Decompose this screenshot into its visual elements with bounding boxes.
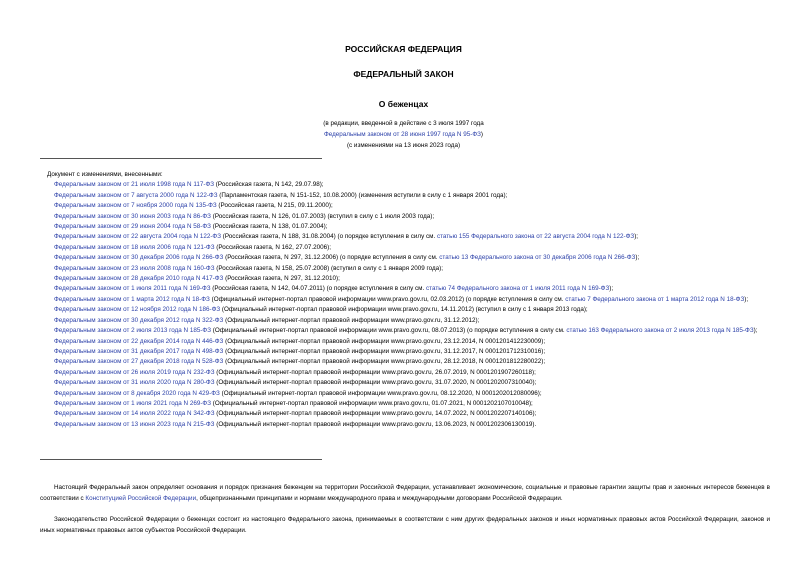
paragraph-1-text-b: , общепризнанными принципами и нормами международного права и международными договорами Российской Федерации. [196, 494, 563, 502]
change-item-tail: ); [744, 295, 749, 303]
amending-law-link[interactable]: Федеральным законом от 29 июня 2004 года N 58-ФЗ [54, 223, 211, 231]
change-item-text: (Официальный интернет-портал правовой информации www.pravo.gov.ru, 31.12.2017, N 0001201712310016); [223, 347, 546, 355]
amending-law-link[interactable]: Федеральным законом от 8 декабря 2020 года N 429-ФЗ [54, 389, 220, 397]
change-item-text: (Официальный интернет-портал правовой информации www.pravo.gov.ru, 13.06.2023, N 0001202306130019). [214, 420, 537, 428]
amending-law-link[interactable]: Федеральным законом от 31 декабря 2017 года N 498-ФЗ [54, 347, 224, 355]
change-item-text: (Официальный интернет-портал правовой информации www.pravo.gov.ru, 28.12.2018, N 0001201812280022); [223, 358, 546, 366]
change-item-tail: ); [753, 327, 758, 335]
change-item-text: (Российская газета, N 297, 31.12.2010); [223, 275, 340, 283]
edition-close-paren: ) [480, 131, 484, 138]
change-item-tail: ); [635, 254, 640, 262]
edition-note [0, 118, 807, 151]
bottom-divider [40, 459, 322, 460]
change-item [40, 284, 770, 294]
amending-law-link[interactable]: Федеральным законом от 26 июля 2019 года N 232-ФЗ [54, 368, 215, 376]
paragraph-1 [40, 483, 770, 505]
amending-law-link[interactable]: Федеральным законом от 1 июля 2021 года N 269-ФЗ [54, 399, 212, 407]
entry-into-force-article-link[interactable]: статью 13 Федерального закона от 30 декабря 2006 года N 266-ФЗ [439, 254, 636, 262]
amending-law-link[interactable]: Федеральным законом от 23 июля 2008 года N 160-ФЗ [54, 264, 215, 272]
change-item-text: (Официальный интернет-портал правовой информации www.pravo.gov.ru, 14.07.2022, N 0001202207140106); [214, 410, 537, 418]
amending-law-link[interactable]: Федеральным законом от 7 августа 2000 года N 122-ФЗ [54, 191, 218, 199]
amending-law-link[interactable]: Федеральным законом от 14 июля 2022 года N 342-ФЗ [54, 410, 215, 418]
change-item [40, 212, 770, 222]
change-item [40, 191, 770, 201]
changes-items [40, 180, 770, 430]
amending-law-link[interactable]: Федеральным законом от 1 июля 2011 года N 169-ФЗ [54, 285, 211, 293]
doc-type-heading: ФЕДЕРАЛЬНЫЙ ЗАКОН [353, 69, 454, 79]
change-item [40, 295, 770, 305]
amending-law-link[interactable]: Федеральным законом от 13 июня 2023 года N 215-ФЗ [54, 420, 215, 428]
change-item [40, 305, 770, 315]
change-item [40, 222, 770, 232]
amending-law-link[interactable]: Федеральным законом от 31 июля 2020 года N 280-ФЗ [54, 379, 215, 387]
changes-heading: Документ с изменениями, внесенными: [47, 171, 163, 178]
change-item-text: (Российская газета, N 142, 04.07.2011) (о порядке вступления в силу см. [210, 285, 427, 293]
entry-into-force-article-link[interactable]: статью 7 Федерального закона от 1 марта 2012 года N 18-ФЗ [565, 295, 745, 303]
amending-law-link[interactable]: Федеральным законом от 22 декабря 2014 года N 446-ФЗ [54, 337, 224, 345]
amending-law-link[interactable]: Федеральным законом от 7 ноября 2000 года N 135-ФЗ [54, 202, 217, 210]
change-item-text: (Официальный интернет-портал правовой информации www.pravo.gov.ru, 31.07.2020, N 0001202007310040); [214, 379, 537, 387]
change-item-text: (Официальный интернет-портал правовой информации www.pravo.gov.ru, 08.12.2020, N 0001202012080096); [219, 389, 542, 397]
change-item [40, 232, 770, 242]
edition-law-link[interactable]: Федеральным законом от 28 июня 1997 года N 95-ФЗ [323, 131, 481, 138]
amending-law-link[interactable]: Федеральным законом от 30 июня 2003 года N 86-ФЗ [54, 212, 211, 220]
amending-law-link[interactable]: Федеральным законом от 1 марта 2012 года N 18-ФЗ [54, 295, 210, 303]
amending-law-link[interactable]: Федеральным законом от 2 июля 2013 года N 185-ФЗ [54, 327, 212, 335]
change-item-text: (Российская газета, N 162, 27.07.2006); [214, 243, 332, 251]
change-item-text: (Парламентская газета, N 151-152, 10.08.2000) (изменения вступили в силу с 1 января 2001 года); [217, 191, 508, 199]
change-item [40, 201, 770, 211]
amending-law-link[interactable]: Федеральным законом от 30 декабря 2012 года N 322-ФЗ [54, 316, 224, 324]
country-heading: РОССИЙСКАЯ ФЕДЕРАЦИЯ [345, 44, 462, 54]
change-item-text: (Российская газета, N 142, 29.07.98); [214, 181, 324, 189]
change-item [40, 420, 770, 430]
change-item-text: (Российская газета, N 126, 01.07.2003) (вступил в силу с 1 июля 2003 года); [210, 212, 435, 220]
entry-into-force-article-link[interactable]: статью 163 Федерального закона от 2 июля 2013 года N 185-ФЗ [566, 327, 754, 335]
change-item-text: (Официальный интернет-портал правовой информации www.pravo.gov.ru, 08.07.2013) (о порядке вступления в силу см. [211, 327, 567, 335]
change-item-text: (Российская газета, N 188, 31.08.2004) (о порядке вступления в силу см. [221, 233, 437, 241]
change-item [40, 409, 770, 419]
change-item [40, 316, 770, 326]
change-item [40, 274, 770, 284]
amending-law-link[interactable]: Федеральным законом от 28 декабря 2010 года N 417-ФЗ [54, 275, 224, 283]
change-item-text: (Российская газета, N 297, 31.12.2006) (о порядке вступления в силу см. [223, 254, 440, 262]
top-divider [40, 158, 322, 159]
change-item-tail: ); [609, 285, 614, 293]
constitution-link[interactable]: Конституцией Российской Федерации [85, 494, 197, 502]
entry-into-force-article-link[interactable]: статью 155 Федерального закона от 22 августа 2004 года N 122-ФЗ [436, 233, 635, 241]
change-item-text: (Официальный интернет-портал правовой информации www.pravo.gov.ru, 02.03.2012) (о порядке вступления в силу см. [209, 295, 566, 303]
change-item [40, 326, 770, 336]
amending-law-link[interactable]: Федеральным законом от 18 июля 2006 года N 121-ФЗ [54, 243, 215, 251]
change-item [40, 378, 770, 388]
law-title: О беженцах [378, 99, 429, 109]
change-item [40, 368, 770, 378]
amending-law-link[interactable]: Федеральным законом от 30 декабря 2006 года N 266-ФЗ [54, 254, 224, 262]
change-item-tail: ); [634, 233, 639, 241]
edition-line-3: (с изменениями на 13 июня 2023 года) [346, 142, 461, 149]
changes-list [40, 170, 770, 430]
change-item [40, 357, 770, 367]
paragraph-1-text-a: Настоящий Федеральный закон определяет основания и порядок признания беженцем на территории Российской Федерации, устанавливает экономические, социальные и правовые гарантии защиты прав и законных интересов беженцев в соответствии с [40, 484, 770, 502]
entry-into-force-article-link[interactable]: статью 74 Федерального закона от 1 июля 2011 года N 169-ФЗ [426, 285, 610, 293]
change-item-text: (Российская газета, N 138, 01.07.2004); [210, 223, 328, 231]
change-item [40, 399, 770, 409]
change-item [40, 243, 770, 253]
change-item [40, 389, 770, 399]
change-item-text: (Официальный интернет-портал правовой информации www.pravo.gov.ru, 14.11.2012) (вступил в силу с 1 января 2013 года); [220, 306, 588, 314]
change-item [40, 347, 770, 357]
edition-line-1: (в редакции, введенной в действие с 3 июля 1997 года [323, 120, 484, 127]
amending-law-link[interactable]: Федеральным законом от 21 июля 1998 года N 117-ФЗ [54, 181, 215, 189]
change-item-text: (Официальный интернет-портал правовой информации www.pravo.gov.ru, 23.12.2014, N 0001201412230009); [223, 337, 546, 345]
amending-law-link[interactable]: Федеральным законом от 27 декабря 2018 года N 528-ФЗ [54, 358, 224, 366]
change-item [40, 180, 770, 190]
paragraph-2: Законодательство Российской Федерации о беженцах состоит из настоящего Федерального закона, принимаемых в соответствии с ним других федеральных законов и иных нормативных правовых актов Российской Федерации, законов и иных нормативных правовых актов субъектов Российской Федерации. [40, 516, 770, 534]
change-item-text: (Официальный интернет-портал правовой информации www.pravo.gov.ru, 31.12.2012); [223, 316, 480, 324]
change-item [40, 264, 770, 274]
amending-law-link[interactable]: Федеральным законом от 22 августа 2004 года N 122-ФЗ [54, 233, 222, 241]
change-item-text: (Официальный интернет-портал правовой информации www.pravo.gov.ru, 26.07.2019, N 0001201907260118); [214, 368, 536, 376]
edition-line-2 [0, 129, 807, 140]
change-item-text: (Российская газета, N 215, 09.11.2000); [216, 202, 333, 210]
change-item [40, 253, 770, 263]
amending-law-link[interactable]: Федеральным законом от 12 ноября 2012 года N 186-ФЗ [54, 306, 221, 314]
change-item-text: (Российская газета, N 158, 25.07.2008) (вступил в силу с 1 января 2009 года); [214, 264, 444, 272]
change-item [40, 337, 770, 347]
change-item-text: (Официальный интернет-портал правовой информации www.pravo.gov.ru, 01.07.2021, N 0001202107010048); [211, 399, 533, 407]
